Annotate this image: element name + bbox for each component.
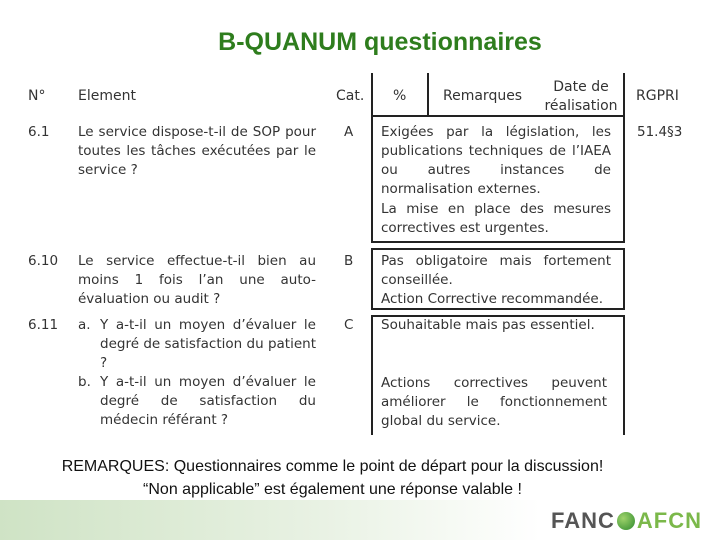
header-percent: % (393, 88, 407, 104)
table-divider (371, 241, 625, 243)
table-divider (427, 73, 429, 117)
row-element-list (78, 316, 316, 430)
table-divider (623, 250, 625, 310)
row-category: C (344, 317, 354, 333)
list-item-text: Y a-t-il un moyen d’évaluer le degré de satisfaction du médecin référant ? (100, 374, 316, 428)
logo-globe-icon (617, 512, 635, 530)
table-divider (371, 73, 373, 243)
header-remarks: Remarques (443, 88, 523, 104)
remarks-line-1: REMARQUES: Questionnaires comme le point de départ pour la discussion! (61, 458, 604, 475)
header-category: Cat. (336, 88, 365, 104)
row-element: Le service dispose-t-il de SOP pour toutes les tâches exécutées par le service ? (78, 124, 316, 178)
row-remark: Pas obligatoire mais fortement conseillée. (381, 253, 611, 288)
row-number: 6.11 (28, 317, 59, 333)
row-remark-action: La mise en place des mesures correctives est urgentes. (381, 201, 611, 236)
page-title: B-QUANUM questionnaires (218, 28, 542, 56)
footer-remarks (0, 455, 665, 501)
list-item (78, 373, 316, 430)
table-divider (371, 250, 373, 310)
header-element: Element (78, 88, 136, 104)
row-remark-action: Action Corrective recommandée. (381, 291, 604, 307)
list-item-text: Y a-t-il un moyen d’évaluer le degré de satisfaction du patient ? (100, 317, 316, 371)
table-divider (623, 317, 625, 435)
remarks-line-2: “Non applicable” est également une réponse valable ! (143, 481, 522, 498)
row-number: 6.1 (28, 124, 50, 140)
fanc-afcn-logo (551, 508, 702, 534)
header-date: Date de réalisation (544, 79, 618, 114)
logo-left-text: FANC (551, 508, 615, 533)
row-rgpri: 51.4§3 (637, 124, 683, 140)
row-remark-action: Actions correctives peuvent améliorer le fonctionnement global du service. (381, 375, 607, 429)
logo-right-text: AFCN (636, 508, 702, 533)
row-remark: Souhaitable mais pas essentiel. (381, 317, 595, 333)
list-item (78, 316, 316, 373)
row-category: B (344, 253, 354, 269)
table-divider (371, 248, 625, 250)
table-divider (371, 317, 373, 435)
list-marker: b. (78, 374, 91, 390)
header-number: N° (28, 88, 46, 104)
header-rgpri: RGPRI (636, 88, 679, 104)
row-number: 6.10 (28, 253, 59, 269)
row-remark: Exigées par la législation, les publications techniques de l’IAEA ou autres instances de normalisation externes. (381, 124, 611, 197)
row-element: Le service effectue-t-il bien au moins 1 fois l’an une auto-évaluation ou audit ? (78, 253, 316, 307)
list-marker: a. (78, 317, 91, 333)
row-category: A (344, 124, 354, 140)
